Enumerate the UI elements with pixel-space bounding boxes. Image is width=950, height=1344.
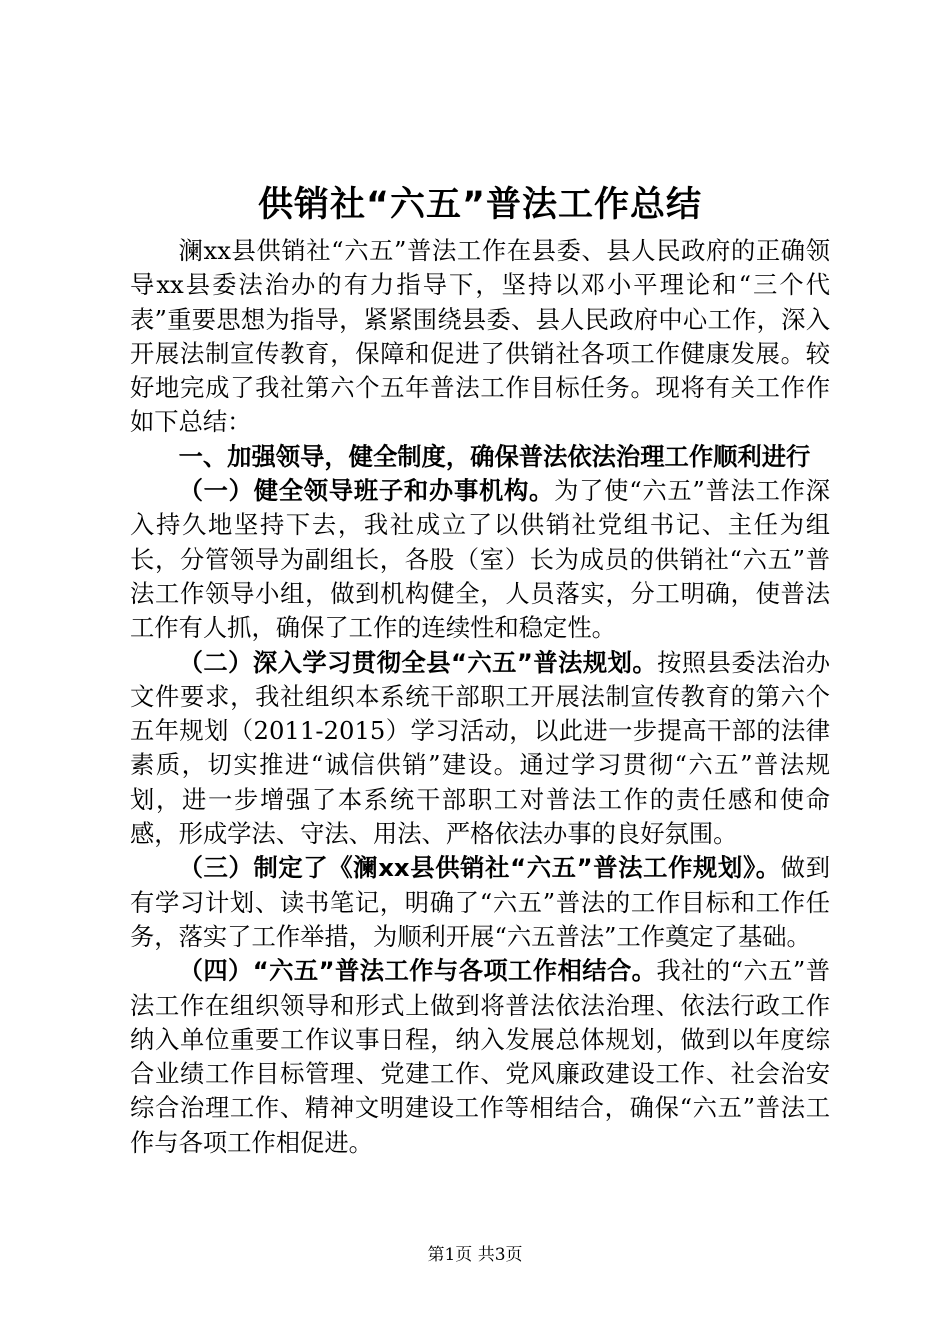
subsection-lead-4: （四）“六五”普法工作与各项工作相结合。 [178, 956, 657, 986]
subsection-text-1: 为了使“六五”普法工作深入持久地坚持下去，我社成立了以供销社党组书记、主任为组长，分管领导为副组长，各股（室）长为成员的供销社“六五”普法工作领导小组，做到机构健全，人员落实，分工明确，使普法工作有人抓，确保了工作的连续性和稳定性。 [130, 476, 831, 643]
page-number-footer: 第1页 共3页 [427, 1245, 523, 1265]
subsection-lead-1: （一）健全领导班子和办事机构。 [178, 476, 555, 506]
subsection-text-4: 我社的“六五”普法工作在组织领导和形式上做到将普法依法治理、依法行政工作纳入单位重要工作议事日程，纳入发展总体规划，做到以年度综合业绩工作目标管理、党建工作、党风廉政建设工作、社会治安综合治理工作、精神文明建设工作等相结合，确保“六五”普法工作与各项工作相促进。 [130, 956, 831, 1157]
subsection-paragraph-3 [130, 851, 830, 954]
subsection-paragraph-2 [130, 646, 830, 852]
subsection-text-3: 做到有学习计划、读书笔记，明确了“六五”普法的工作目标和工作任务，落实了工作举措，为顺利开展“六五普法”工作奠定了基础。 [130, 853, 831, 951]
document-page [130, 180, 830, 1160]
subsection-lead-3: （三）制定了《澜xx县供销社“六五”普法工作规划》。 [178, 853, 781, 883]
intro-text: 澜xx县供销社“六五”普法工作在县委、县人民政府的正确领导xx县委法治办的有力指导下，坚持以邓小平理论和“三个代表”重要思想为指导，紧紧围绕县委、县人民政府中心工作，深入开展法制宣传教育，保障和促进了供销社各项工作健康发展。较好地完成了我社第六个五年普法工作目标任务。现将有关工作作如下总结： [130, 236, 830, 437]
subsection-paragraph-1 [130, 474, 830, 645]
intro-paragraph [130, 234, 830, 440]
subsection-paragraph-4 [130, 954, 830, 1160]
section-heading-1: 一、加强领导，健全制度，确保普法依法治理工作顺利进行 [178, 441, 811, 471]
subsection-lead-2: （二）深入学习贯彻全县“六五”普法规划。 [178, 647, 658, 677]
subsection-text-2: 按照县委法治办文件要求，我社组织本系统干部职工开展法制宣传教育的第六个五年规划（2011-2015）学习活动，以此进一步提高干部的法律素质，切实推进“诚信供销”建设。通过学习贯彻“六五”普法规划，进一步增强了本系统干部职工对普法工作的责任感和使命感，形成学法、守法、用法、严格依法办事的良好氛围。 [130, 647, 830, 849]
document-title: 供销社“六五”普法工作总结 [257, 185, 702, 225]
